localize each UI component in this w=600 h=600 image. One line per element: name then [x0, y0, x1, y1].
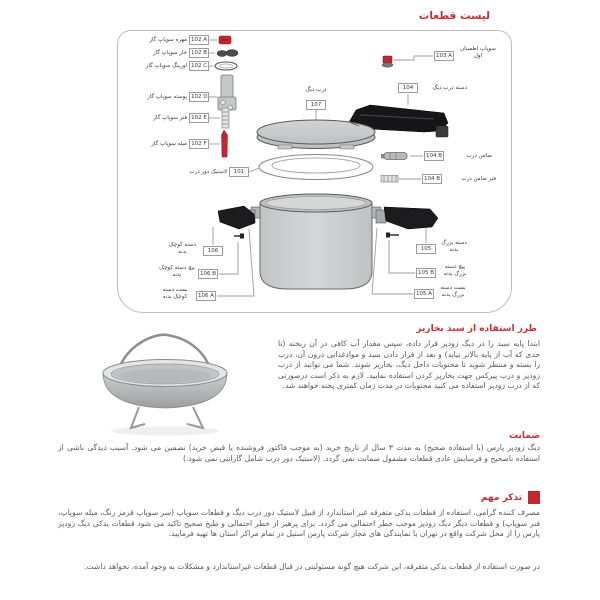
part-name-102b: خار سوپاپ گاز [152, 50, 187, 56]
part-code-102d: 102 D [191, 94, 208, 100]
gas-valve-nut-icon [219, 36, 231, 44]
part-name-104b-latch: ضامن درب [466, 153, 492, 159]
part-code-106: 106 [203, 246, 223, 256]
pot-body-shape [251, 194, 381, 289]
part-code-105b: 105 B [418, 270, 435, 276]
gas-valve-rod-icon [222, 130, 228, 157]
part-code-105a: 105 A [416, 291, 433, 297]
lid-latch-icon [381, 153, 407, 160]
handle-screw-left-icon [234, 234, 244, 239]
part-code-103a: 103 A [436, 53, 453, 59]
latch-spring-icon [381, 176, 398, 183]
part-name-101: لاستیک دور درب [189, 169, 227, 175]
steamer-section-heading: طرز استفاده از سبد بخارپز [416, 324, 537, 334]
part-code-101: 101 [229, 167, 249, 177]
part-code-102c: 102 C [191, 63, 208, 69]
notice-section-body: مصرف کننده گرامی، استفاده از قطعات یدکی متفرقه غیر استاندارد از قبیل لاستیک دور درب دیگ و قطعات سوپاپ (سر سوپاپ قرمز رنگ، میله سوپاپ، فنر سوپاپ) و قطعات دیگر دیگ زودپز موجب خطر احتمالی می گردد. برای پرهیز از خطر احتمالی و طبخ صحیح تاکید می شود قطعات یدکی دیگ زودپز پارس را از محل شرکت واقع در تهران یا نمایندگی های مجاز شرکت پارس استیل در تمام مراکز استان ها تهیه فرمایید. [58, 508, 540, 539]
safety-valve-icon [382, 56, 393, 67]
part-code-102f: 102 F [189, 139, 209, 149]
warranty-section-heading: ضمانت [508, 431, 540, 441]
part-name-105b: پیچ دسته بزرگ بدنه [443, 264, 467, 277]
lid-gasket-shape [259, 155, 373, 180]
part-name-105a: بست دسته بزرگ بدنه [440, 285, 466, 298]
gas-valve-housing-icon [218, 75, 236, 110]
part-name-106: دسته کوچک بدنه [168, 242, 197, 255]
part-code-107: 107 [306, 100, 326, 110]
part-code-104: 104 [398, 83, 418, 93]
part-code-105: 105 [416, 244, 436, 254]
part-name-107: درب دیگ [305, 87, 327, 93]
basket-leg-right [187, 407, 203, 428]
part-name-102e: فنر سوپاپ گاز [153, 115, 187, 121]
gas-valve-oring-icon [215, 62, 237, 70]
warranty-section-body: دیگ زودپز پارس (با استفاده صحیح) به مدت ۳ سال از تاریخ خرید (به موجب فاکتور فروشنده یا قبض خرید) تضمین می شود. آسیب دیدگی ناشی از استفاده ناصحیح و فرسایش عادی قطعات مشمول ضمانت نمی گردد. (لاستیک دور درب شامل گارانتی نمی شود.) [58, 443, 540, 463]
page-title: لیست قطعات [418, 10, 490, 22]
part-code-102e: 102 E [189, 113, 209, 123]
part-code-106a: 106 A [198, 293, 215, 299]
part-name-102a: مهره سوپاپ گاز [149, 37, 187, 43]
gas-valve-pin-icon [217, 50, 238, 57]
part-name-106a: بست دسته کوچک بدنه [162, 287, 188, 300]
part-name-104: دسته درب دیگ [432, 85, 467, 91]
basket-leg-left [131, 407, 145, 428]
part-name-103a: سوپاپ اطمینان اول [460, 46, 496, 59]
part-name-105: دسته بزرگ بدنه [441, 240, 467, 253]
part-code-102a: 102 A [191, 37, 208, 43]
small-body-handle-shape [218, 206, 255, 229]
part-name-104b-spring: فنر ضامن درب [461, 176, 496, 182]
part-code-104b-spring: 104 B [424, 176, 441, 182]
part-name-106b: پیچ دسته کوچک بدنه [159, 265, 195, 278]
basket-inner-shadow [119, 369, 211, 383]
steamer-section-body: ابتدا پایه سبد را در دیگ زودپز قرار داده، سپس مقدار آب کافی در آن ریخته (تا حدی که آب از پایه بالاتر نیاید) و بعد از قرار دادن سبد و موادغذایی درون آن، درب را بسته و منتظر شوید تا محتویات داخل دیگ، بخارپز شوند. شما می توانید از درب زودپز و درب پیرکس جهت بخارپز کردن استفاده نمایید. لازم به ذکر است درصورتی که از درب زودپز استفاده می کنید محتویات در مدت زمان کمتری پخته خواهند شد. [278, 339, 540, 391]
part-name-102d: پوسته سوپاپ گاز [147, 94, 187, 100]
notice-section-heading: تذکر مهم [480, 493, 522, 503]
part-code-106b: 106 B [200, 271, 217, 277]
notice-marker-icon [528, 491, 540, 504]
handle-screw-right-icon [386, 233, 399, 238]
pot-lid-shape [257, 120, 375, 149]
part-name-102f: میله سوپاپ گاز [151, 141, 187, 147]
part-name-102c: اورینگ سوپاپ گاز [145, 63, 187, 69]
part-code-102b: 102 B [191, 50, 208, 56]
parts-diagram-panel [117, 30, 512, 313]
steamer-basket-photo [80, 331, 250, 445]
notice-section-body2: در صورت استفاده از قطعات یدکی متفرقه، این شرکت هیچ گونه مسئولیتی در قبال قطعات غیراستاندارد و مشکلات به وجود آمده، نخواهد داشت. [84, 562, 540, 571]
part-code-104b-latch: 104 B [426, 153, 443, 159]
gas-valve-spring-icon [222, 108, 229, 128]
large-body-handle-shape [376, 207, 438, 229]
